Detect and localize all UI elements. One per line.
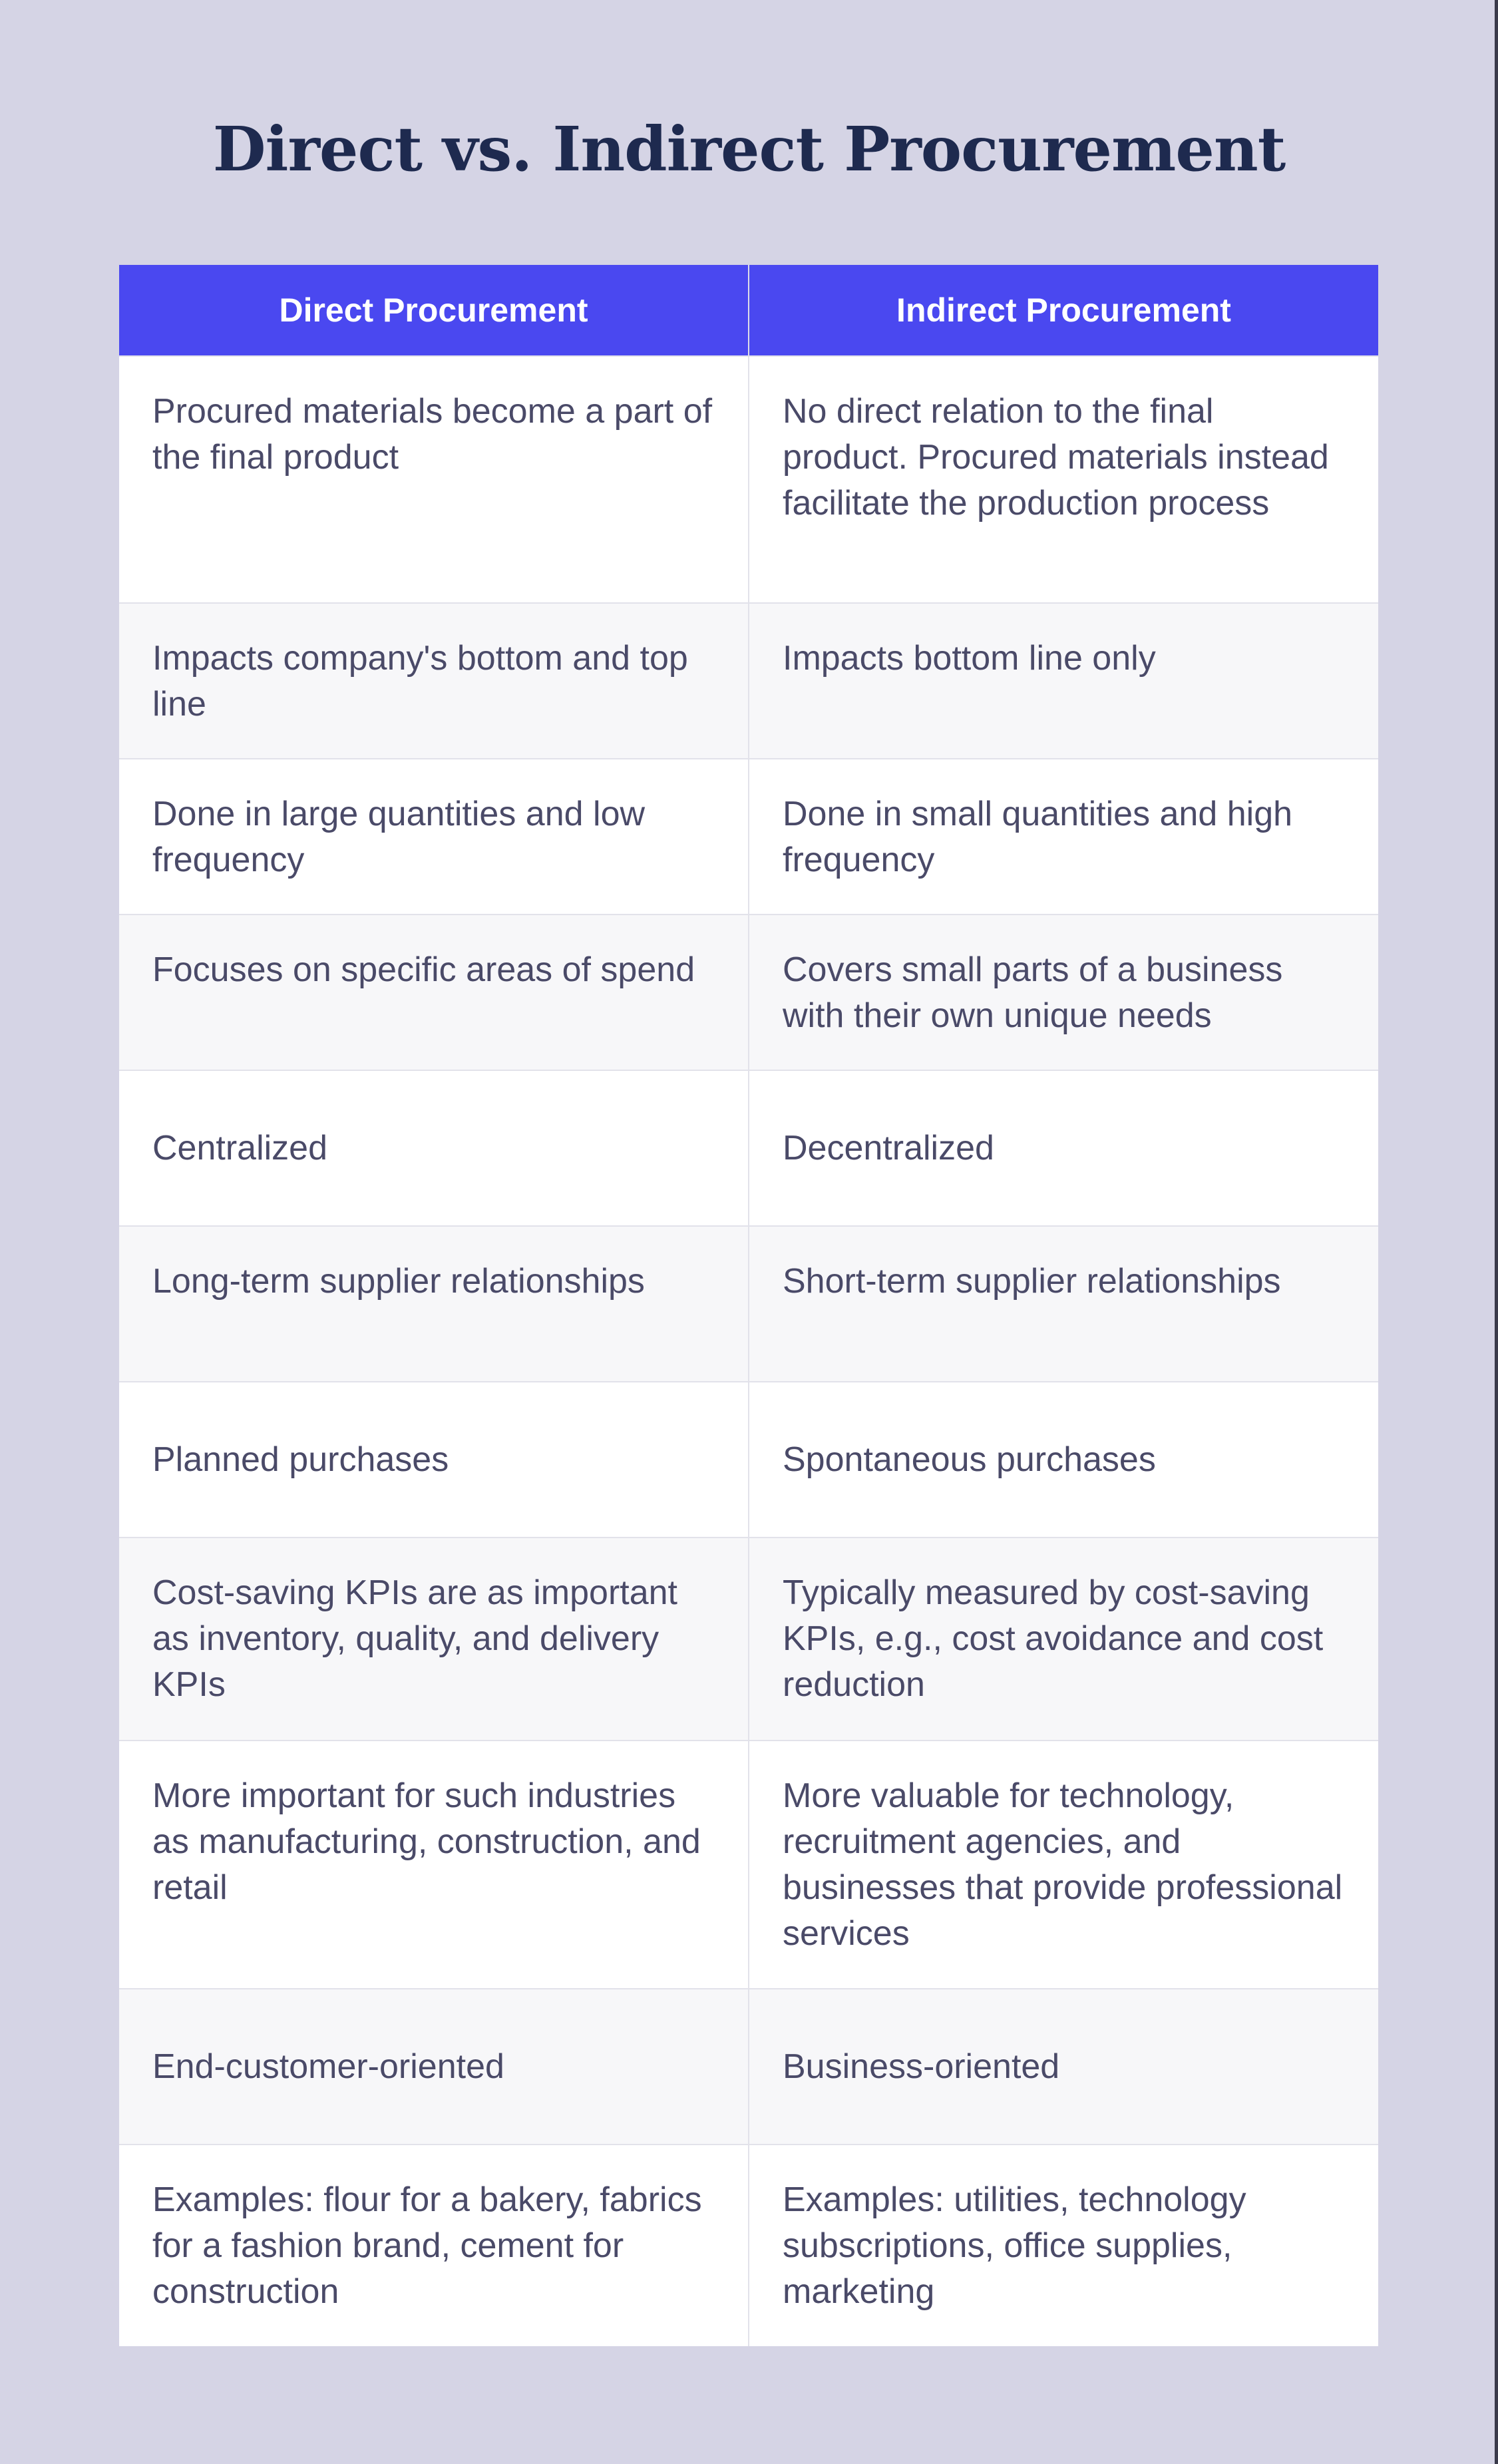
cell-direct: Examples: flour for a bakery, fabrics for a fashion brand, cement for construction bbox=[119, 2145, 749, 2346]
cell-direct: Focuses on specific areas of spend bbox=[119, 915, 749, 1070]
cell-indirect: Done in small quantities and high frequency bbox=[749, 759, 1378, 915]
table-row bbox=[119, 1989, 1378, 2145]
cell-indirect: No direct relation to the final product. Procured materials instead facilitate the production process bbox=[749, 356, 1378, 603]
table-row bbox=[119, 2145, 1378, 2346]
table-row bbox=[119, 1382, 1378, 1538]
column-header-direct: Direct Procurement bbox=[119, 265, 749, 356]
table-row bbox=[119, 759, 1378, 915]
table-row bbox=[119, 1538, 1378, 1741]
table-row bbox=[119, 1741, 1378, 1989]
cell-direct: More important for such industries as manufacturing, construction, and retail bbox=[119, 1741, 749, 1989]
cell-indirect: Typically measured by cost-saving KPIs, e.g., cost avoidance and cost reduction bbox=[749, 1538, 1378, 1741]
comparison-table bbox=[119, 265, 1378, 2346]
table-row bbox=[119, 603, 1378, 759]
table-header-row bbox=[119, 265, 1378, 356]
cell-indirect: Examples: utilities, technology subscriptions, office supplies, marketing bbox=[749, 2145, 1378, 2346]
cell-direct: Centralized bbox=[119, 1070, 749, 1226]
table-row bbox=[119, 915, 1378, 1070]
cell-indirect: Decentralized bbox=[749, 1070, 1378, 1226]
table-row bbox=[119, 356, 1378, 603]
cell-direct: Planned purchases bbox=[119, 1382, 749, 1538]
cell-indirect: Short-term supplier relationships bbox=[749, 1226, 1378, 1382]
cell-direct: Procured materials become a part of the final product bbox=[119, 356, 749, 603]
cell-direct: Impacts company's bottom and top line bbox=[119, 603, 749, 759]
column-header-indirect: Indirect Procurement bbox=[749, 265, 1378, 356]
cell-indirect: Business-oriented bbox=[749, 1989, 1378, 2145]
page-title: Direct vs. Indirect Procurement bbox=[212, 113, 1286, 185]
cell-direct: Long-term supplier relationships bbox=[119, 1226, 749, 1382]
table-row bbox=[119, 1226, 1378, 1382]
cell-indirect: Spontaneous purchases bbox=[749, 1382, 1378, 1538]
cell-direct: Done in large quantities and low frequency bbox=[119, 759, 749, 915]
table-row bbox=[119, 1070, 1378, 1226]
cell-indirect: Covers small parts of a business with their own unique needs bbox=[749, 915, 1378, 1070]
cell-direct: Cost-saving KPIs are as important as inventory, quality, and delivery KPIs bbox=[119, 1538, 749, 1741]
right-edge-border bbox=[1495, 0, 1498, 2464]
cell-direct: End-customer-oriented bbox=[119, 1989, 749, 2145]
cell-indirect: More valuable for technology, recruitment agencies, and businesses that provide professional services bbox=[749, 1741, 1378, 1989]
cell-indirect: Impacts bottom line only bbox=[749, 603, 1378, 759]
